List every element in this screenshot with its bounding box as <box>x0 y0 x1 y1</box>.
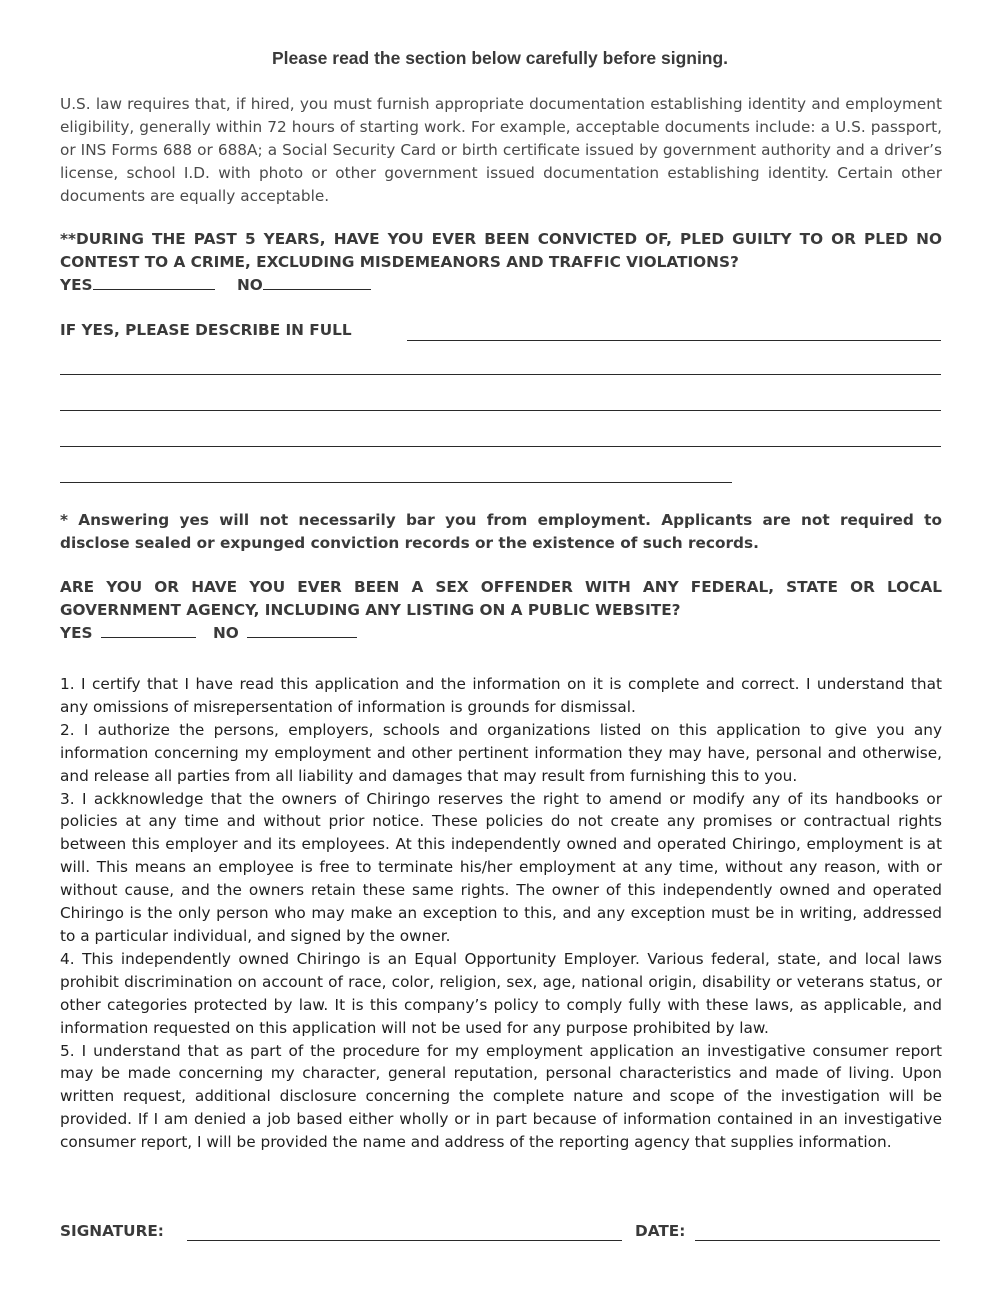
conviction-yes-field[interactable] <box>60 274 215 294</box>
conviction-note: * Answering yes will not necessarily bar you from employment. Applicants are not required to disclose sealed or expunged conviction records or the existence of such records. <box>60 511 942 552</box>
sex-offender-yes-label: YES <box>60 624 93 642</box>
term-item: 1. I certify that I have read this application and the information on it is complete and correct. I understand that any omissions of misrepersentation of information is grounds for dismissal. <box>60 675 942 716</box>
page-heading: Please read the section below carefully before signing. <box>271 48 729 68</box>
sex-offender-yes-field[interactable] <box>60 622 196 642</box>
conviction-no-field[interactable] <box>237 274 371 294</box>
conviction-no-blank[interactable] <box>263 274 371 290</box>
date-line[interactable] <box>695 1240 940 1241</box>
sex-offender-yes-blank[interactable] <box>101 622 196 638</box>
intro-paragraph: U.S. law requires that, if hired, you must furnish appropriate documentation establishing identity and employment eligibility, generally within 72 hours of starting work. For example, acceptable documents include: a U.S. passport, or INS Forms 688 or 688A; a Social Security Card or birth certificate issued by government authority and a driver’s license, school I.D. with photo or other government issued documentation establishing identity. Certain other documents are equally acceptable. <box>60 95 942 205</box>
sex-offender-question: ARE YOU OR HAVE YOU EVER BEEN A SEX OFFENDER WITH ANY FEDERAL, STATE OR LOCAL GOVERNMENT AGENCY, INCLUDING ANY LISTING ON A PUBLIC WEBSITE? <box>60 578 942 619</box>
sex-offender-no-label: NO <box>213 624 239 642</box>
conviction-no-label: NO <box>237 276 263 294</box>
describe-line-3[interactable] <box>60 410 941 411</box>
conviction-yes-blank[interactable] <box>93 274 215 290</box>
describe-line-1[interactable] <box>407 340 941 341</box>
conviction-question: **DURING THE PAST 5 YEARS, HAVE YOU EVER BEEN CONVICTED OF, PLED GUILTY TO OR PLED NO CONTEST TO A CRIME, EXCLUDING MISDEMEANORS AND TRAFFIC VIOLATIONS? <box>60 230 942 271</box>
describe-label: IF YES, PLEASE DESCRIBE IN FULL <box>60 321 352 339</box>
conviction-yes-label: YES <box>60 276 93 294</box>
signature-line[interactable] <box>187 1240 622 1241</box>
date-label: DATE: <box>635 1222 686 1240</box>
describe-line-2[interactable] <box>60 374 941 375</box>
term-item: 4. This independently owned Chiringo is an Equal Opportunity Employer. Various federal, state, and local laws prohibit discrimination on account of race, color, religion, sex, age, national origin, disability or veterans status, or other categories protected by law. It is this company’s policy to comply fully with these laws, as applicable, and information requested on this application will not be used for any purpose prohibited by law. <box>60 949 942 1037</box>
sex-offender-no-blank[interactable] <box>247 622 357 638</box>
term-item: 5. I understand that as part of the procedure for my employment application an investigative consumer report may be made concerning my character, general reputation, personal characteristics and made of living. Upon written request, additional disclosure concerning the complete nature and scope of the investigation will be provided. If I am denied a job based either wholly or in part because of information contained in an investigative consumer report, I will be provided the name and address of the reporting agency that supplies information. <box>60 1041 942 1152</box>
terms-list <box>60 673 942 1154</box>
sex-offender-no-field[interactable] <box>213 622 357 642</box>
term-item: 3. I ackknowledge that the owners of Chiringo reserves the right to amend or modify any of its handbooks or policies at any time and without prior notice. These policies do not create any promises or contractual rights between this employer and its employees. At this independently owned and operated Chiringo, employment is at will. This means an employee is free to terminate his/her employment at any time, without any reason, with or without cause, and the owners retain these same rights. The owner of this independently owned and operated Chiringo is the only person who may make an exception to this, and any exception must be in writing, addressed to a particular individual, and signed by the owner. <box>60 789 942 945</box>
term-item: 2. I authorize the persons, employers, schools and organizations listed on this application to give you any information concerning my employment and other pertinent information they may have, personal and otherwise, and release all parties from all liability and damages that may result from furnishing this to you. <box>60 720 942 785</box>
signature-label: SIGNATURE: <box>60 1222 164 1240</box>
describe-line-5[interactable] <box>60 482 732 483</box>
describe-line-4[interactable] <box>60 446 941 447</box>
